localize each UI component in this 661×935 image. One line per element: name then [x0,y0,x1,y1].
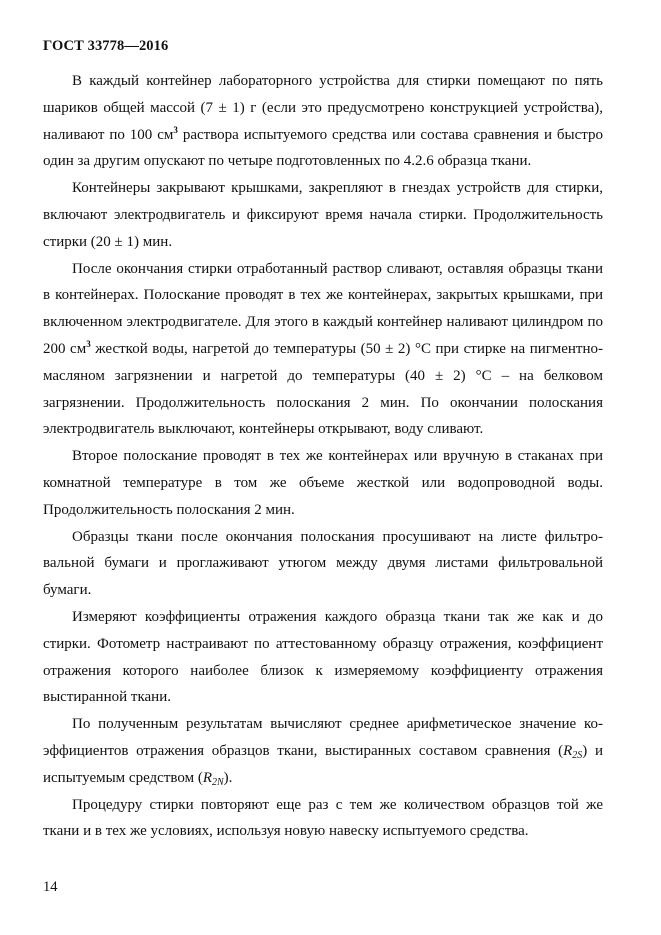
paragraph-text: В каждый контейнер лабораторного устройства для стирки помещают по пять шариков общей массой (7 ± 1) г (если это предусмотрено конструкцией устройства), наливают по 100 см [43,73,603,143]
paragraph-text: ). [223,769,233,786]
paragraph-mean-calculation [43,711,603,791]
document-header-code: ГОСТ 33778—2016 [43,38,169,54]
variable-subscript: 2S [572,749,583,761]
superscript: 3 [173,124,178,135]
paragraph-second-rinse: Второе полоскание проводят в тех же контейнерах или вручную в стаканах при комнатной температуре в том же объеме жесткой или водопроводной воды. Продолжительность полоскания 2 мин. [43,448,603,518]
superscript: 3 [86,338,91,349]
paragraph-repeat-procedure: Процедуру стирки повторяют еще раз с тем же количеством образцов той же ткани и в тех же условиях, используя новую навеску испытуемого средства. [43,796,603,840]
paragraph-reflectance-measurement: Измеряют коэффициенты отражения каждого образца ткани так же как и до стирки. Фотометр настраивают по аттестованному образцу отражения, коэффициент отражения которого наиболее близок к измеряемому коэффициенту отражения выстиранной ткани. [43,608,603,706]
document-body [43,68,603,845]
paragraph-text: жесткой воды, нагретой до температуры (50 ± 2) °С при стирке на пигментно-масляном загрязнении и нагретой до температуры (40 ± 2) °С – на белковом загрязнении. Продолжительность полоскания 2 мин. По окончании полоскания электродвигатель выключают, контейнеры открывают, воду сливают. [43,340,603,438]
paragraph-first-rinse [43,256,603,444]
variable-letter: R [202,769,212,786]
paragraph-text: По полученным результатам вычисляют среднее арифметическое значение коэффициентов отражения образцов ткани, выстиранных составом сравнения ( [43,716,603,759]
variable-r2n [203,770,224,786]
variable-subscript: 2N [212,776,224,788]
paragraph-drying: Образцы ткани после окончания полоскания просушивают на листе фильтровальной бумаги и проглаживают утюгом между двумя листами фильтровальной бумаги. [43,528,603,599]
paragraph-text: После окончания стирки отработанный раствор сливают, оставляя образцы ткани в контейнерах. Полоскание проводят в тех же контейнерах, закрытых крышками, при включенном электродвигателе. Для этого в каждый контейнер наливают цилиндром по 200 см [43,260,603,357]
page-number: 14 [43,879,58,895]
paragraph-start-washing: Контейнеры закрывают крышками, закрепляют в гнездах устройств для стирки, включают электродвигатель и фиксируют время начала стирки. Продолжительность стирки (20 ± 1) мин. [43,180,603,250]
variable-letter: R [563,742,573,759]
paragraph-container-loading [43,68,603,175]
variable-r2s [563,743,582,759]
paragraph-text: ) и испытуемым средством ( [43,742,603,786]
paragraph-text: раствора испытуемого средства или состава сравнения и быстро один за другим опускают по четыре подготовленных по 4.2.6 образца ткани. [43,126,603,170]
